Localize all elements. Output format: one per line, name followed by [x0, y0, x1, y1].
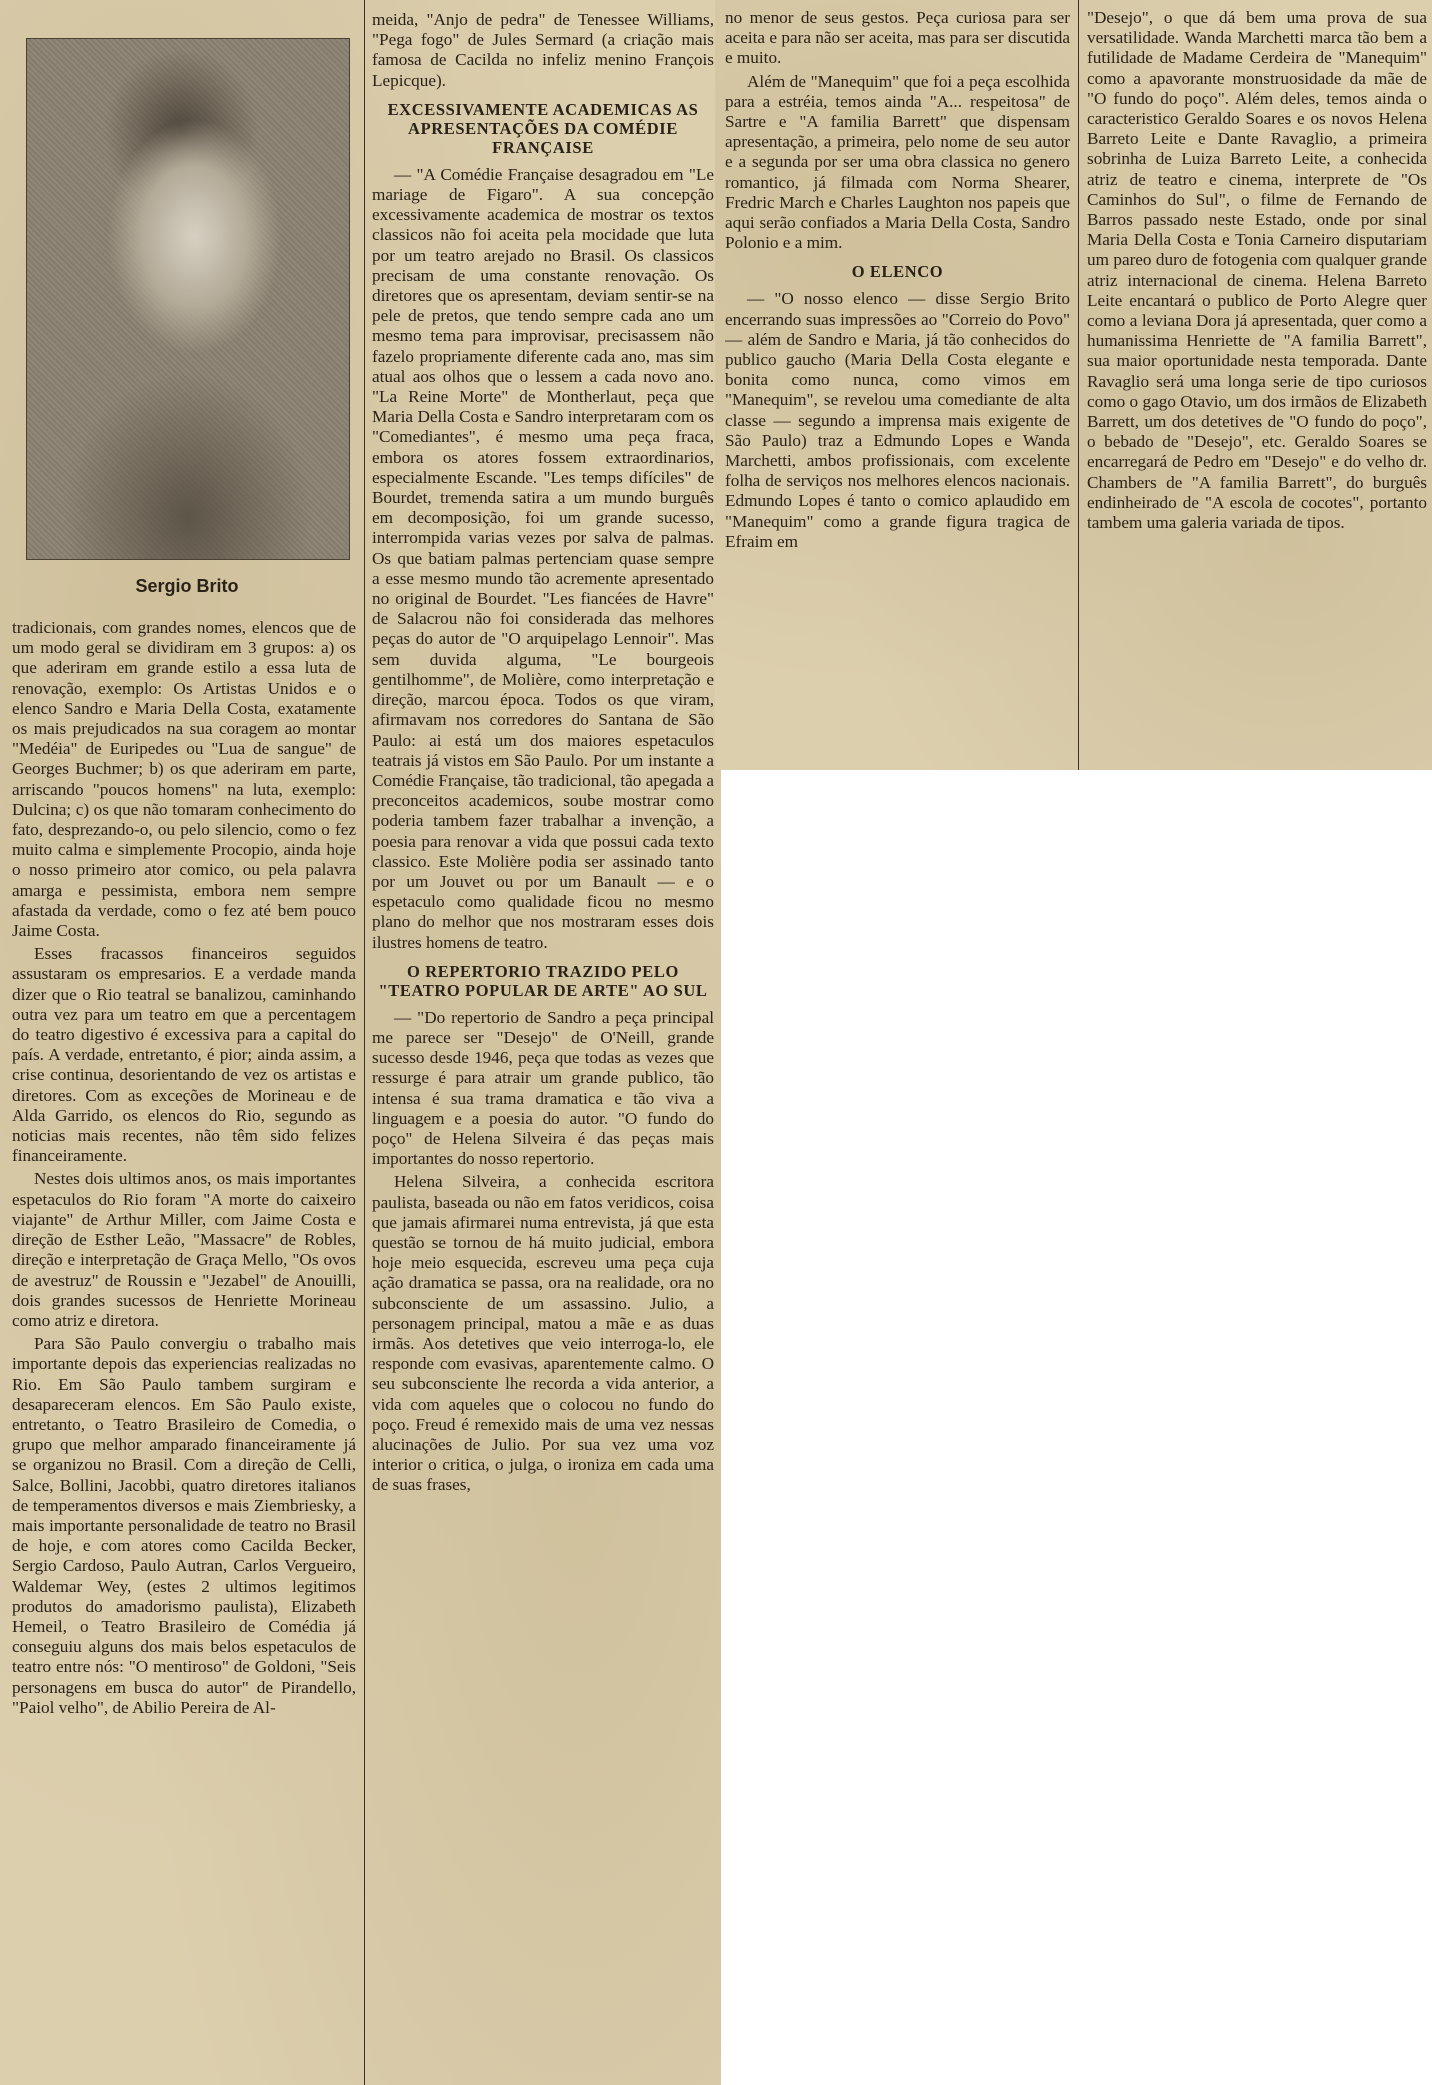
- col3-paragraph: — "O nosso elenco — disse Sergio Brito encerrando suas impressões ao "Correio do Povo" — além de Sandro e Maria, já tão conhecidos do publico gaucho (Maria Della Costa elegante e bonita como nunca, como vimos em "Manequim", se revelou uma comediante de alta classe — segundo a imprensa mais exigente de São Paulo) traz a Edmundo Lopes e Wanda Marchetti, ambos profissionais, com excelente folha de serviços nos melhores elencos nacionais. Edmundo Lopes é tanto o comico aplaudido em "Manequim" como a grande figura tragica de Efraim em: [725, 289, 1070, 551]
- col3-paragraph: Além de "Manequim" que foi a peça escolhida para a estréia, temos ainda "A... respeitosa" de Sartre e "A familia Barrett" que dispensam apresentação, a primeira, pelo nome de seu autor e a segunda por ser uma obra classica no genero romantico, já filmada com Norma Shearer, Fredric March e Charles Laughton nos papeis que aqui serão confiados a Maria Della Costa, Sandro Polonio e a mim.: [725, 71, 1070, 253]
- section-heading: EXCESSIVAMENTE ACADEMICAS AS APRESENTAÇÕES DA COMÉDIE FRANÇAISE: [387, 99, 699, 157]
- column-divider: [364, 0, 365, 2085]
- col3-paragraph: no menor de seus gestos. Peça curiosa para ser aceita e para não ser aceita, mas para ser discutida e muito.: [725, 8, 1070, 68]
- section-heading: O ELENCO: [851, 262, 944, 282]
- col1-paragraph: Esses fracassos financeiros seguidos assustaram os empresarios. E a verdade manda dizer que o Rio teatral se banalizou, caminhando outra vez para um teatro em que a percentagem do teatro digestivo é excessiva para a capital do país. A verdade, entretanto, é pior; ainda assim, a crise continua, desorientando de vez os artistas e diretores. Com as exceções de Morineau e de Alda Garrido, os elencos do Rio, segundo as noticias mais recentes, não têm sido felizes financeiramente.: [12, 944, 356, 1166]
- section-heading: O REPERTORIO TRAZIDO PELO "TEATRO POPULAR DE ARTE" AO SUL: [378, 961, 708, 1000]
- col1-paragraph: tradicionais, com grandes nomes, elencos que de um modo geral se dividiram em 3 grupos: a) os que aderiram em grande estilo a essa luta de renovação, exemplo: Os Artistas Unidos e o elenco Sandro e Maria Della Costa, exatamente os mais prejudicados na sua coragem ao montar "Medéia" de Euripedes ou "Lua de sangue" de Georges Buchmer; b) os que aderiram em parte, arriscando "poucos homens" na luta, exemplo: Dulcina; c) os que não tomaram conhecimento do fato, desprezando-o, ou pelo silencio, como o fez muito calma e simplemente Procopio, ainda hoje o nosso primeiro ator comico, ou pela palavra amarga e pessimista, embora nem sempre afastada da verdade, como o fez até bem pouco Jaime Costa.: [12, 618, 356, 941]
- col2-paragraph: meida, "Anjo de pedra" de Tenessee Williams, "Pega fogo" de Jules Sermard (a criação mais famosa de Cacilda no infeliz menino François Lepicque).: [372, 10, 714, 90]
- col4-paragraph: "Desejo", o que dá bem uma prova de sua versatilidade. Wanda Marchetti marca tão bem a futilidade de Madame Cerdeira de "Manequim" como a apavorante monstruosidade da mãe de "O fundo do poço". Além deles, temos ainda o caracteristico Geraldo Soares e os novos Helena Barreto Leite e Dante Ravaglio, a primeira sobrinha de Luiza Barreto Leite, a conhecida atriz de teatro e cinema, interprete de "Os Caminhos do Sul", o filme de Fernando de Barros passado neste Estado, onde por sinal Maria Della Costa e Tonia Carneiro disputariam um pareo duro de fotogenia com qualquer grande atriz internacional de cinema. Helena Barreto Leite encantará o publico de Porto Alegre quer como a leviana Dora já apresentada, quer como a humanissima Henriette de "A familia Barrett", sua maior oportunidade nesta temporada. Dante Ravaglio será uma longa serie de tipo curiosos como o gago Otavio, um dos irmãos de Elizabeth Barrett, um dos detetives de "O fundo do poço", o bebado de "Desejo", etc. Geraldo Soares se encarregará de Pedro em "Desejo" e do velho dr. Chambers de "A familia Barrett", do burguês endinheirado de "A escola de cocotes", portanto tambem uma galeria variada de tipos.: [1087, 8, 1427, 533]
- article-column-2: [372, 10, 714, 2080]
- portrait-photo: [26, 38, 350, 560]
- photo-caption: Sergio Brito: [135, 576, 239, 596]
- col2-paragraph: — "Do repertorio de Sandro a peça principal me parece ser "Desejo" de O'Neill, grande sucesso desde 1946, peça que todas as vezes que ressurge é para atrair um grande publico, tão intensa é sua trama dramatica e tão viva a linguagem e a poesia do autor. "O fundo do poço" de Helena Silveira é das peças mais importantes do nosso repertorio.: [372, 1007, 714, 1169]
- article-column-3: [725, 8, 1070, 760]
- col2-paragraph: — "A Comédie Française desagradou em "Le mariage de Figaro". A sua concepção excessivamente academica de mostrar os textos classicos não foi aceita pela mocidade que luta por um teatro arejado no Brasil. Os classicos precisam de uma constante renovação. Os diretores que os apresentam, deviam sentir-se na pele de pretos, que tendo sempre cada ano um mesmo tema para improvisar, precisassem não fazelo propriamente diferente cada ano, mas sim atual aos olhos que o lessem a cada novo ano. "La Reine Morte" de Montherlaut, peça que Maria Della Costa e Sandro interpretaram com os "Comediantes", é mesmo uma peça fraca, embora os atores fossem extraordinarios, especialmente Escande. "Les temps difíciles" de Bourdet, tremenda satira a um mundo burguês em decomposição, foi um grande sucesso, interrompida varias vezes por salva de palmas. Os que batiam palmas pertenciam quase sempre a esse mesmo mundo tão acremente apresentado no original de Bourdet. "Les fiancées de Havre" de Salacrou não foi considerada das melhores peças do autor de "O arquipelago Lennoir". Mas sem duvida alguma, "Le bourgeois gentilhomme", de Molière, como interpretação e direção, marcou época. Todos os que viram, afirmavam nos corredores do Santana de São Paulo: ai está um dos maiores espetaculos teatrais já vistos em São Paulo. Por um instante a Comédie Française, tão tradicional, tão apegada a preconceitos academicos, soube mostrar como poderia tambem fazer trabalhar a invenção, a poesia para renovar a vida que possui cada texto classico. Este Molière podia ser assinado tanto por um Jouvet ou por um Banault — e o espetaculo como qualidade ficou no mesmo plano do melhor que nos mostraram esses dois ilustres homens de teatro.: [372, 164, 714, 952]
- article-column-1: [12, 618, 356, 2080]
- column-divider: [1078, 0, 1079, 770]
- col1-paragraph: Para São Paulo convergiu o trabalho mais importante depois das experiencias realizadas no Rio. Em São Paulo tambem surgiram e desapareceram elencos. Em São Paulo existe, entretanto, o Teatro Brasileiro de Comedia, o grupo que melhor amparado financeiramente já se organizou no Brasil. Com a direção de Celli, Salce, Bollini, Jacobbi, quatro diretores italianos de temperamentos diversos e mais Ziembriesky, a mais importante personalidade de teatro no Brasil de hoje, e com atores como Cacilda Becker, Sergio Cardoso, Paulo Autran, Carlos Vergueiro, Waldemar Wey, (estes 2 ultimos legitimos produtos do amadorismo paulista), Elizabeth Hemeil, o Teatro Brasileiro de Comédia já conseguiu alguns dos mais belos espetaculos de teatro entre nós: "O mentiroso" de Goldoni, "Seis personagens em busca do autor" de Pirandello, "Paiol velho", de Abilio Pereira de Al-: [12, 1334, 356, 1717]
- article-column-4: [1087, 8, 1427, 760]
- col2-paragraph: Helena Silveira, a conhecida escritora paulista, baseada ou não em fatos veridicos, coisa que jamais afirmarei numa entrevista, já que esta questão se tornou de há muito judicial, embora hoje meio esquecida, escreveu uma peça cuja ação dramatica se passa, ora na realidade, ora no subconsciente de um assassino. Julio, a personagem principal, matou a mãe e as duas irmãs. Aos detetives que veio interroga-lo, ele responde com evasivas, aparentemente calmo. O seu subconsciente lhe recorda a vida anterior, a vida com aqueles que o colocou no fundo do poço. Freud é remexido mais de uma vez nessas alucinações de Julio. Por sua vez uma voz interior o critica, o julga, o ironiza em cada uma de suas frases,: [372, 1172, 714, 1495]
- col1-paragraph: Nestes dois ultimos anos, os mais importantes espetaculos do Rio foram "A morte do caixeiro viajante" de Arthur Miller, com Jaime Costa e direção de Esther Leão, "Massacre" de Robles, direção e interpretação de Graça Mello, "Os ovos de avestruz" de Roussin e "Jezabel" de Anouilli, dois grandes sucessos de Henriette Morineau como atriz e diretora.: [12, 1169, 356, 1330]
- newspaper-clipping-right: [715, 0, 1432, 770]
